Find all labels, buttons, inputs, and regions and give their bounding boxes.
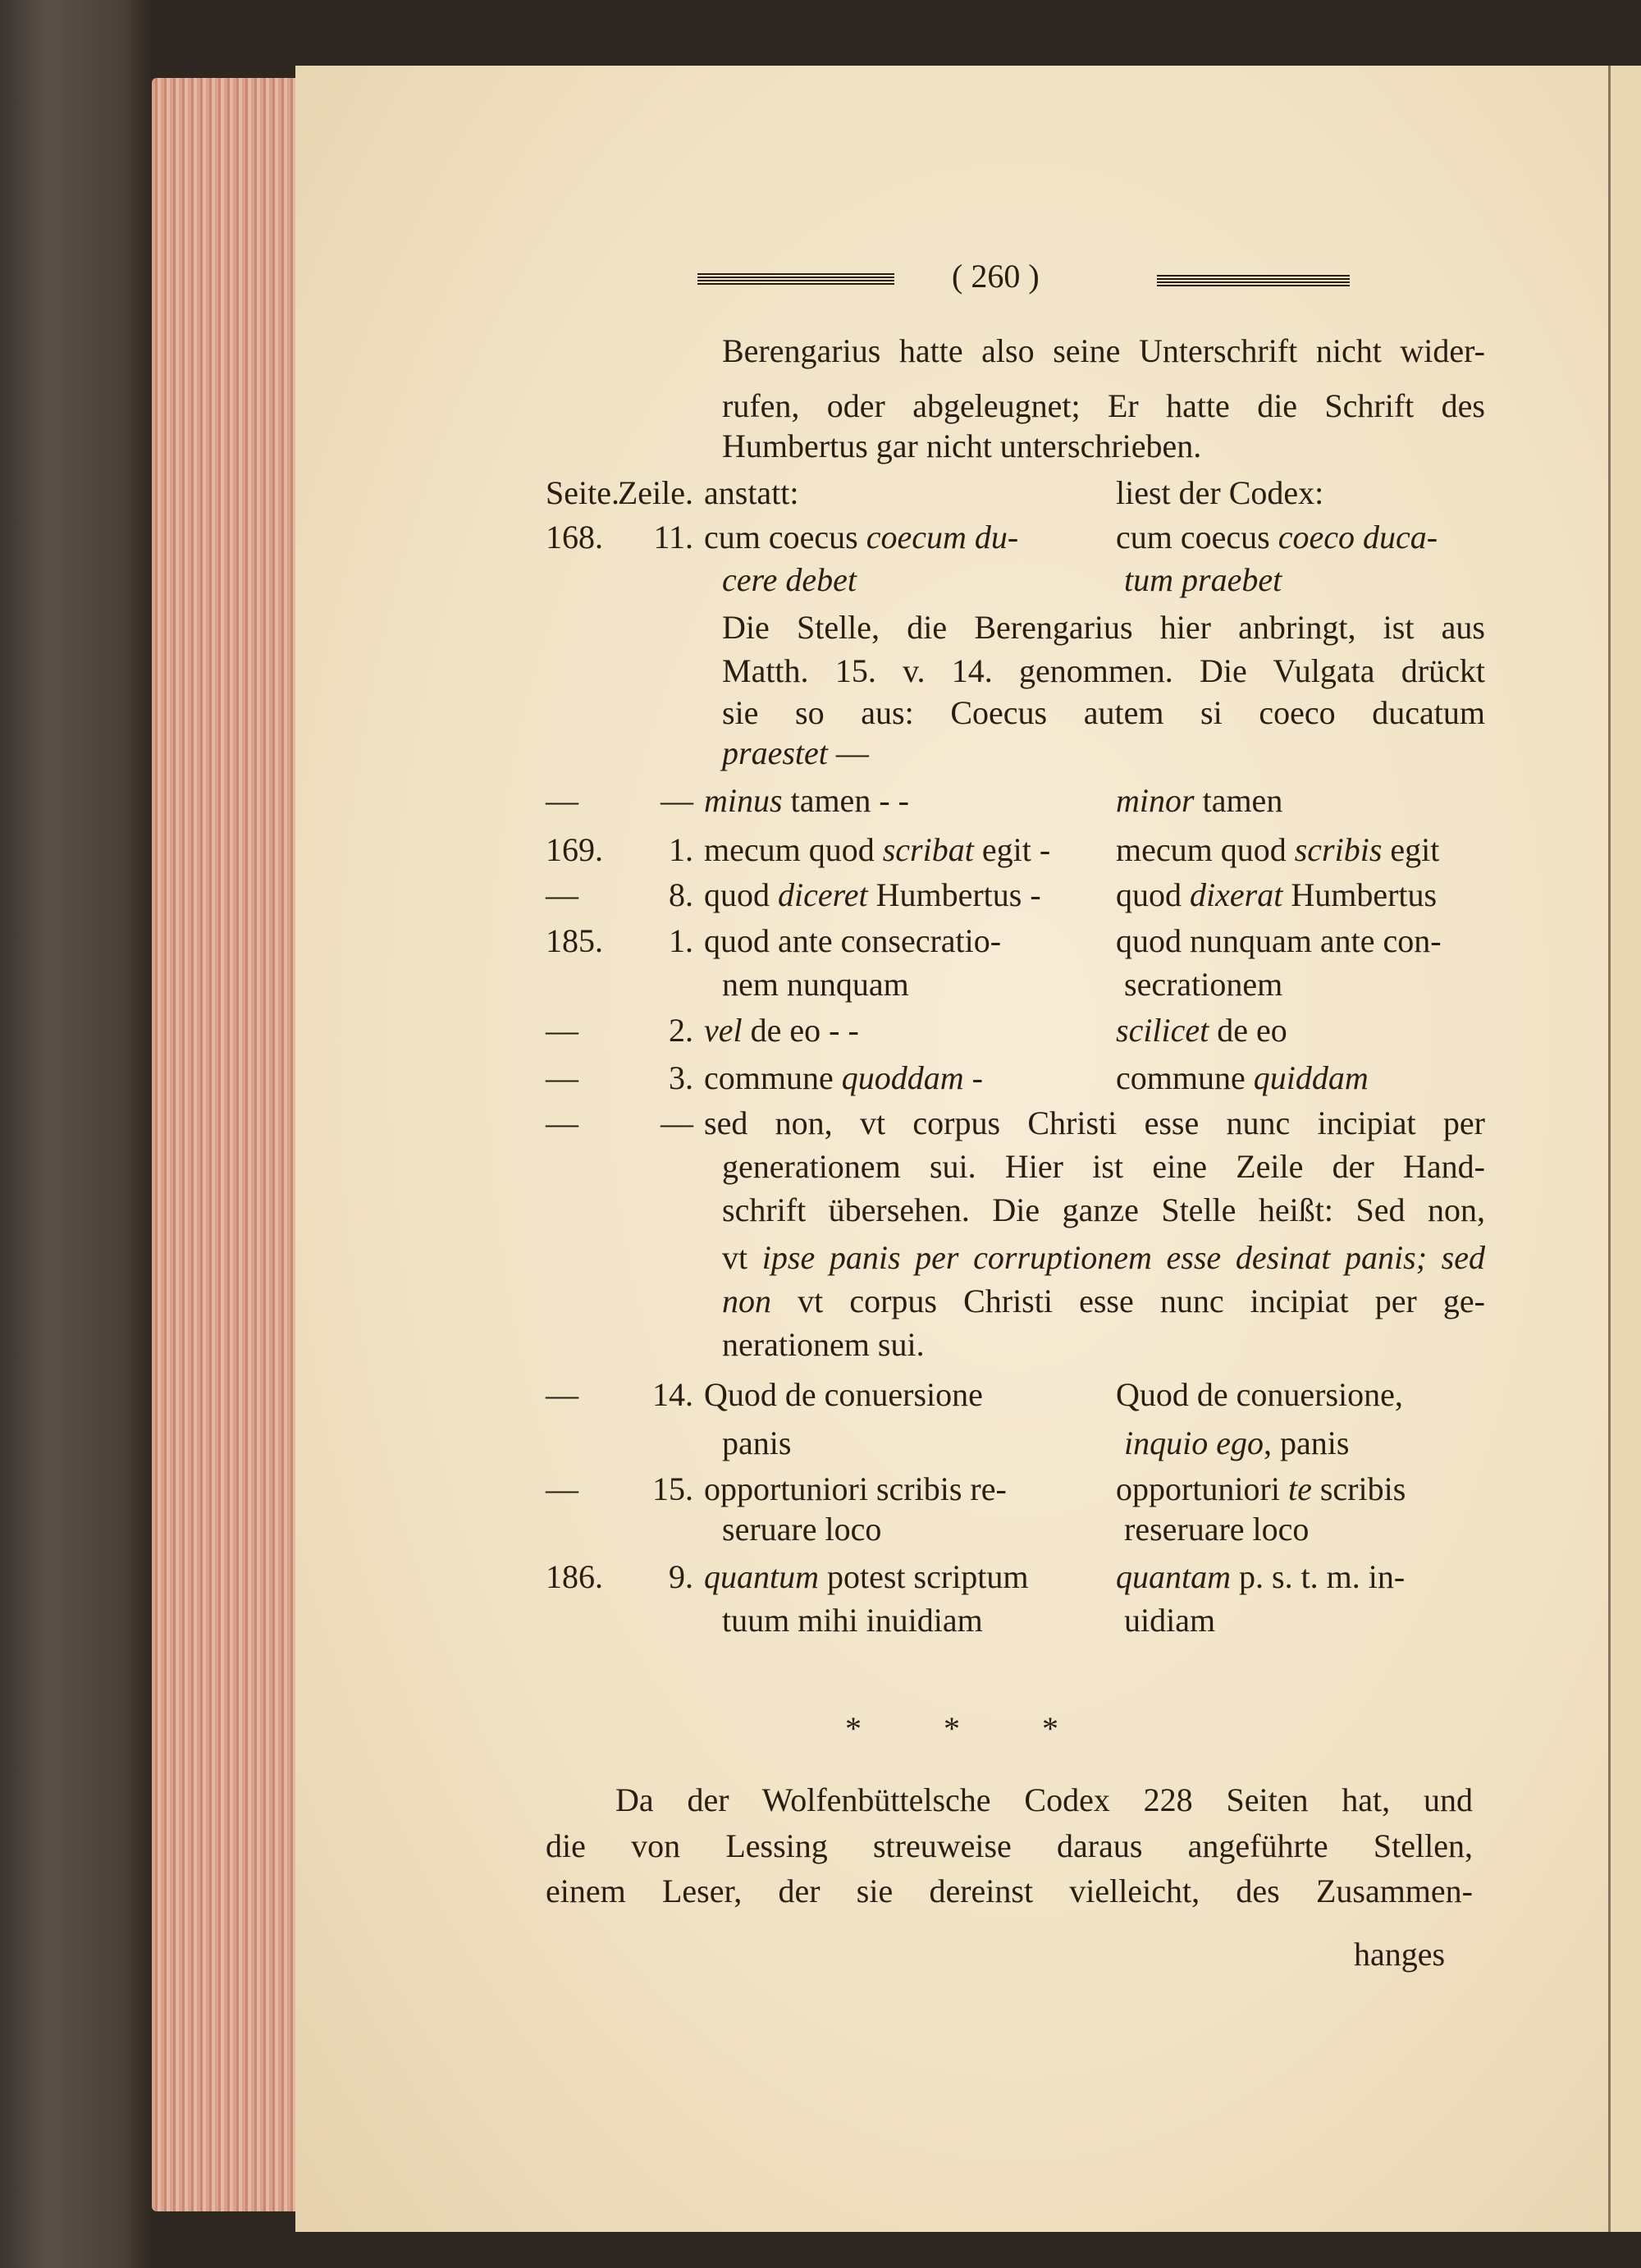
italic-text: vel (704, 1012, 743, 1049)
italic-text: dixerat (1190, 876, 1283, 913)
anstatt-cell: opportuniori scribis re- (704, 1470, 1007, 1507)
text-line: generationem sui. Hier ist eine Zeile der Hand- (722, 1148, 1485, 1185)
codex-cell: scilicet de eo (1116, 1012, 1287, 1049)
codex-cell: quantam p. s. t. m. in- (1116, 1558, 1406, 1595)
zeile-cell: 1. (669, 831, 693, 868)
text-line: Matth. 15. v. 14. genommen. Die Vulgata drückt (722, 652, 1485, 689)
anstatt-cell: anstatt: (704, 474, 799, 511)
seite-cell: — (546, 1059, 578, 1096)
italic-text: scribis (1294, 831, 1383, 868)
seite-cell: — (546, 1012, 578, 1049)
italic-text: cere debet (722, 561, 857, 598)
codex-cell: liest der Codex: (1116, 474, 1324, 511)
zeile-cell: 9. (669, 1558, 693, 1595)
zeile-cell: 1. (669, 922, 693, 959)
italic-text: quiddam (1253, 1059, 1369, 1096)
seite-cell: 186. (546, 1558, 603, 1595)
italic-text: scribat (882, 831, 974, 868)
codex-cell: commune quiddam (1116, 1059, 1369, 1096)
italic-text: quantum (704, 1558, 819, 1595)
zeile-cell: 8. (669, 876, 693, 913)
paragraph-line: einem Leser, der sie dereinst vielleicht, des Zusammen- (546, 1872, 1473, 1909)
zeile-cell: 11. (653, 519, 693, 556)
italic-text: quantam (1116, 1558, 1231, 1595)
text-line: Humbertus gar nicht unterschrieben. (722, 428, 1202, 464)
text-line: non vt corpus Christi esse nunc incipiat per ge- (722, 1283, 1485, 1319)
italic-text: ipse panis per corruptionem esse desinat panis; sed (761, 1239, 1485, 1276)
codex-cell: minor tamen (1116, 782, 1283, 819)
seite-cell: — (546, 782, 578, 819)
italic-text: minor (1116, 782, 1195, 819)
italic-text: praestet (722, 734, 828, 771)
header-rule-right (1157, 275, 1350, 286)
seite-cell: 168. (546, 519, 603, 556)
anstatt-cell-cont: tuum mihi inuidiam (722, 1602, 983, 1639)
anstatt-cell: vel de eo - - (704, 1012, 859, 1049)
codex-cell: Quod de conuersione, (1116, 1376, 1403, 1413)
italic-text: inquio ego (1124, 1424, 1264, 1461)
anstatt-cell: quod diceret Humbertus - (704, 876, 1041, 913)
zeile-cell: 3. (669, 1059, 693, 1096)
text-line: vt ipse panis per corruptionem esse desinat panis; sed (722, 1239, 1485, 1276)
seite-cell: 185. (546, 922, 603, 959)
zeile-cell: 14. (652, 1376, 693, 1413)
zeile-cell: Zeile. (617, 474, 693, 511)
italic-text: quoddam (841, 1059, 964, 1096)
text-line: Berengarius hatte also seine Unterschrift nicht wider- (722, 332, 1485, 369)
anstatt-cell-cont (722, 560, 857, 601)
codex-cell: cum coecus coeco duca- (1116, 519, 1438, 556)
italic-text: coecum du- (866, 519, 1019, 556)
paragraph-line: die von Lessing streuweise daraus angeführte Stellen, (546, 1827, 1473, 1864)
seite-cell: — (546, 876, 578, 913)
text-line: praestet — (722, 734, 869, 771)
page-edges (152, 78, 299, 2211)
anstatt-cell: commune quoddam - (704, 1059, 983, 1096)
anstatt-cell: minus tamen - - (704, 782, 909, 819)
italic-text: scilicet (1116, 1012, 1209, 1049)
codex-cell-cont: inquio ego, panis (1124, 1424, 1350, 1461)
zeile-cell: — (661, 782, 693, 819)
page-number: ( 260 ) (952, 258, 1040, 295)
italic-text: minus (704, 782, 783, 819)
anstatt-cell-cont: nem nunquam (722, 966, 909, 1003)
codex-cell-cont: uidiam (1124, 1602, 1216, 1639)
anstatt-cell-cont: seruare loco (722, 1511, 882, 1548)
header-rule-left (697, 273, 894, 285)
paragraph-line: Da der Wolfenbüttelsche Codex 228 Seiten hat, und (615, 1781, 1473, 1818)
seite-cell: — (546, 1470, 578, 1507)
text-line: sed non, vt corpus Christi esse nunc incipiat per (704, 1104, 1485, 1141)
seite-cell: — (546, 1376, 578, 1413)
zeile-cell: — (661, 1104, 693, 1141)
italic-text: diceret (778, 876, 868, 913)
zeile-cell: 2. (669, 1012, 693, 1049)
codex-cell-cont: secrationem (1124, 966, 1283, 1003)
codex-cell: opportuniori te scribis (1116, 1470, 1406, 1507)
anstatt-cell: Quod de conuersione (704, 1376, 983, 1413)
italic-text: te (1287, 1470, 1312, 1507)
facing-page-edge (1608, 66, 1641, 2232)
anstatt-cell-cont: panis (722, 1424, 792, 1461)
italic-text: coeco duca- (1278, 519, 1438, 556)
seite-cell: Seite. (546, 474, 619, 511)
italic-text: tum praebet (1124, 561, 1282, 598)
codex-cell: mecum quod scribis egit (1116, 831, 1440, 868)
seite-cell: — (546, 1104, 578, 1141)
paragraph-line: hanges (1354, 1936, 1446, 1973)
zeile-cell: 15. (652, 1470, 693, 1507)
codex-cell: quod nunquam ante con- (1116, 922, 1442, 959)
anstatt-cell: quod ante consecratio- (704, 922, 1002, 959)
anstatt-cell: mecum quod scribat egit - (704, 831, 1051, 868)
codex-cell-cont: reseruare loco (1124, 1511, 1310, 1548)
text-line: rufen, oder abgeleugnet; Er hatte die Schrift des (722, 387, 1485, 424)
codex-cell-cont (1124, 560, 1282, 601)
section-separator: * * * (845, 1710, 1058, 1747)
text-line: sie so aus: Coecus autem si coeco ducatum (722, 694, 1485, 731)
text-line: Die Stelle, die Berengarius hier anbringt, ist aus (722, 609, 1485, 646)
italic-text: non (722, 1283, 771, 1319)
codex-cell: quod dixerat Humbertus (1116, 876, 1438, 913)
anstatt-cell: cum coecus coecum du- (704, 519, 1019, 556)
text-line: schrift übersehen. Die ganze Stelle heißt: Sed non, (722, 1191, 1485, 1228)
anstatt-cell: quantum potest scriptum (704, 1558, 1029, 1595)
text-line: nerationem sui. (722, 1326, 925, 1363)
seite-cell: 169. (546, 831, 603, 868)
